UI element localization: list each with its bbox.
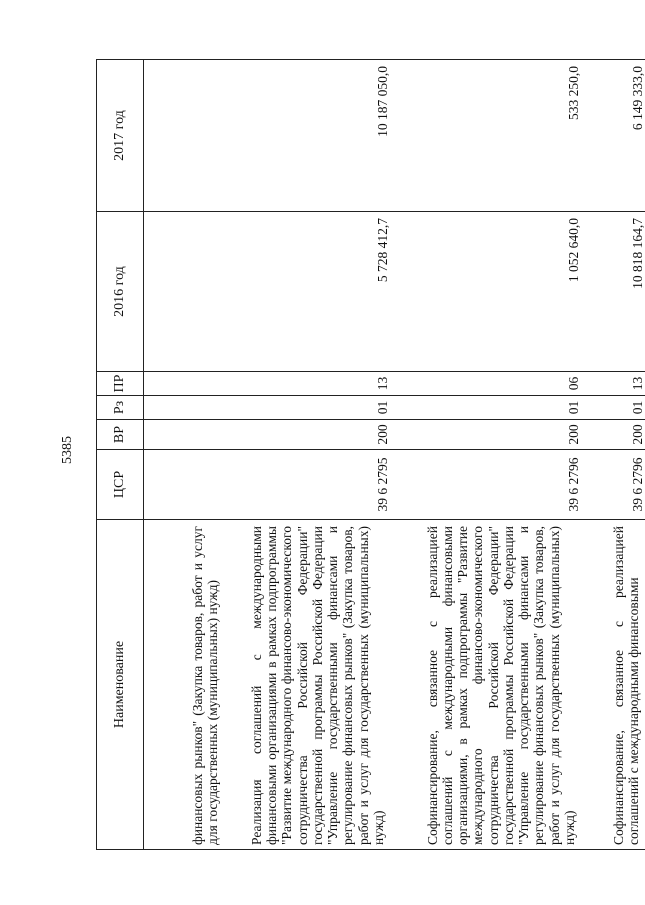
table-row [224,60,390,850]
row-name: Софинансирование, связанное с реализацией соглашений с международными финансовыми организациями, в рамках подпрограммы "Развитие международного финансово-экономического сотрудничества Российской Федерации" государственной программы Российской Федерации "Управление государственными финансами и регулирование финансовых рынков" (Закупка товаров, работ и услуг для государственных (муниципальных) нужд) [390,520,581,850]
row-pr [144,372,225,396]
row-pr: 06 [390,372,581,396]
row-name: Софинансирование, связанное с реализацией соглашений с международными финансовыми [581,520,645,850]
table-row [581,60,645,850]
header-2016: 2016 год [97,212,144,372]
row-rz: 01 [581,396,645,420]
row-csr [144,450,225,520]
row-2016: 5 728 412,7 [224,212,390,372]
header-2017: 2017 год [97,60,144,212]
row-2016: 1 052 640,0 [390,212,581,372]
budget-table-rotated [96,60,645,850]
header-csr: ЦСР [97,450,144,520]
row-csr: 39 6 2795 [224,450,390,520]
table-header-row [97,60,144,850]
row-2016 [144,212,225,372]
header-pr: ПР [97,372,144,396]
row-rz: 01 [390,396,581,420]
row-vr [144,420,225,450]
header-name: Наименование [97,520,144,850]
row-2017 [144,60,225,212]
page-number: 5385 [60,436,75,464]
row-vr: 200 [581,420,645,450]
row-rz [144,396,225,420]
row-pr: 13 [224,372,390,396]
row-name: финансовых рынков" (Закупка товаров, работ и услуг для государственных (муниципальных) нужд) [144,520,225,850]
row-rz: 01 [224,396,390,420]
header-rz: Рз [97,396,144,420]
row-2017: 10 187 050,0 [224,60,390,212]
row-name: Реализация соглашений с международными финансовыми организациями в рамках подпрограммы "Развитие международного финансово-экономического сотрудничества Российской Федерации" государственной программы Российской Федерации "Управление государственными финансами и регулирование финансовых рынков" (Закупка товаров, работ и услуг для государственных (муниципальных) нужд) [224,520,390,850]
header-vr: ВР [97,420,144,450]
row-vr: 200 [224,420,390,450]
row-2016: 10 818 164,7 [581,212,645,372]
row-csr: 39 6 2796 [390,450,581,520]
row-csr: 39 6 2796 [581,450,645,520]
row-2017: 533 250,0 [390,60,581,212]
row-vr: 200 [390,420,581,450]
budget-table [96,59,645,850]
row-2017: 6 149 333,0 [581,60,645,212]
table-row [390,60,581,850]
table-row [144,60,225,850]
row-pr: 13 [581,372,645,396]
